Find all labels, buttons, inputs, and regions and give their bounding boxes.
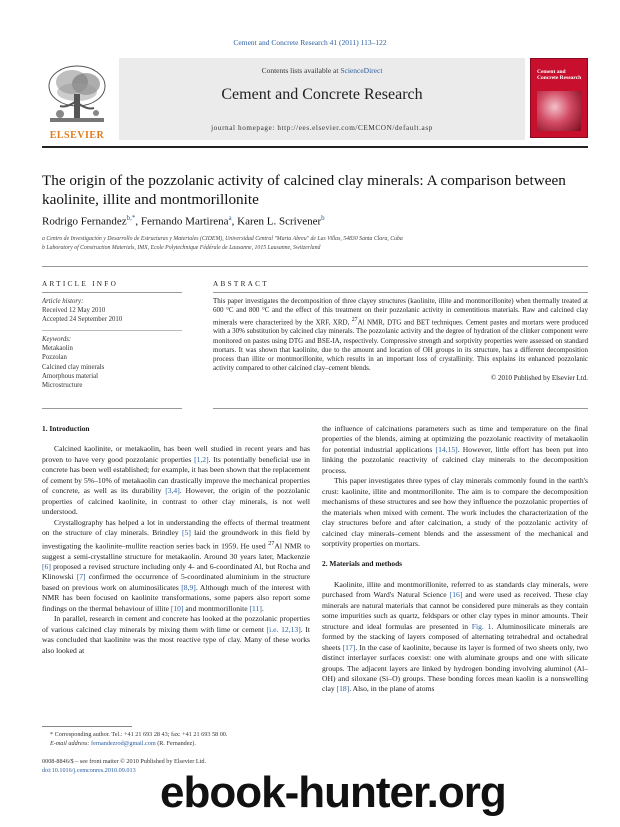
body-left-column (42, 424, 310, 656)
email-label: E-mail address: (50, 739, 90, 747)
text-run: Al NMR to suggest a semi-crystalline structure for metakaolin. Around 30 years later, Mackenzie (42, 541, 310, 561)
author-list (42, 214, 325, 228)
header-rule (42, 146, 588, 148)
author-separator: , (135, 215, 141, 228)
abstract-bottom-rule (213, 408, 588, 409)
contents-prefix: Contents lists available at (261, 66, 341, 75)
citation-link[interactable]: [5] (182, 528, 191, 538)
keywords-rule (42, 330, 182, 331)
author-name: Fernando Martirena (140, 215, 229, 228)
email-link[interactable]: fernandezrod@gmail.com (91, 739, 156, 747)
text-run: Kaolinite, illite and montmorillonite, referred to as standards clay minerals, were purchased from Ward's Natural Science (322, 579, 588, 600)
affiliation-b: b Laboratory of Construction Materials, IMX, Ecole Polytechnique Fédérale de Lausanne, 1015 Lausanne, Switzerland (42, 245, 321, 251)
cover-title: Cement and Concrete Research (537, 69, 582, 81)
text-run: . However, little effort has been put into linking the pozzolanic reactivity of calcined clay minerals to the decomposition process. (322, 444, 588, 475)
citation-link[interactable]: [1,2] (194, 454, 209, 464)
doi-text[interactable]: doi:10.1016/j.cemconres.2010.09.013 (42, 767, 136, 774)
citation-link[interactable]: [6] (42, 561, 51, 571)
abstract-text: This paper investigates the decomposition of three clayey structures (kaolinite, illite and montmorillonite) when thermally treated at 600 °C and 800 °C and the effect of this treatment on their pozzolanic activity in cementitious materials. Raw and calcined clay minerals were characterized by the XRF, XRD, (213, 297, 588, 326)
citation-link[interactable]: [8,9] (181, 582, 196, 592)
issn-line: 0008-8846/$ – see front matter © 2010 Published by Elsevier Ltd. (42, 758, 207, 765)
text-run: Calcined kaolinite, or metakaolin, has been well studied in recent years and has proven to have very good pozzolanic properties (42, 444, 310, 464)
article-title: The origin of the pozzolanic activity of calcined clay minerals: A comparison between kaolinite, illite and montmorillonite (42, 172, 566, 208)
text-run: In parallel, research in cement and concrete has looked at the pozzolanic properties of various calcined clay minerals by mixing them with lime or cement (42, 614, 310, 634)
abstract-rule (213, 292, 588, 293)
text-run: . Aluminosilicate minerals are formed by the stacking of layers composed of alternating tetrahedral and octahedral sheets (322, 621, 588, 652)
journal-reference[interactable]: Cement and Concrete Research 41 (2011) 113–122 (233, 38, 387, 47)
history-label: Article history: (42, 298, 84, 305)
text-run: proposed a revised structure including only 4- and 6-coordinated Al, but Rocha and Klinowski (42, 561, 310, 582)
isotope-superscript: 27 (351, 316, 358, 323)
paragraph (42, 614, 310, 656)
author-affiliation-marker[interactable]: a (228, 214, 232, 222)
keyword: Amorphous material (42, 372, 99, 380)
citation-link[interactable]: [17] (342, 642, 356, 652)
author-name: Rodrigo Fernandez (42, 215, 127, 228)
received-date: Received 12 May 2010 (42, 307, 106, 315)
paragraph (322, 580, 588, 695)
elsevier-tree-logo (42, 62, 112, 132)
section-heading-introduction: 1. Introduction (42, 424, 90, 433)
citation-link[interactable]: [10] (170, 603, 184, 613)
accepted-date: Accepted 24 September 2010 (42, 316, 123, 324)
citation-link[interactable]: [18] (336, 684, 350, 694)
author-affiliation-marker[interactable]: b,* (126, 214, 136, 222)
info-bottom-rule (42, 408, 182, 409)
text-run: . In the case of kaolinite, because its layer is formed of two sheets only, two distinct interlayer surfaces coexist: one with aluminate groups and one with silicate groups. The adjacent layers are linked by hydrogen bonding involving aluminol (Al–OH) and siloxane (Si–O) groups. These bonding forces mean kaolin is a nonswelling clay (322, 642, 588, 694)
abstract-heading: ABSTRACT (213, 280, 269, 288)
citation-link[interactable]: [i.e. 12,13] (266, 624, 301, 634)
citation-link[interactable]: [16] (449, 590, 463, 600)
text-run: Crystallography has helped a lot in understanding the effects of thermal treatment on the structure of clay minerals. Brindley (42, 517, 310, 538)
contents-line (119, 66, 525, 75)
text-run: . However, the origin of the pozzolanic properties of calcined kaolinite, in contrast to other clay minerals, is not well understood. (42, 486, 310, 517)
paragraph: This paper investigates three types of clay minerals commonly found in the earth's crust: kaolinite, illite and montmorillonite. The aim is to compare the decomposition mechanisms of these structures and see how they influence the pozzolanic properties of the materials when mixed with cement. The work includes the characterization of the clay structures before and after calcination, a study of the pozzolanic activity of calcined clay minerals–cement blends and the assessment of the mechanical and sorptivity properties on mortars. (322, 476, 588, 548)
text-run: . Its potentially beneficial use in concrete has been well established; for example, it has been shown that the replacement of cement by 5%–10% of metakaolin can drastically improve the mechanical properties of concrete, as well as its durability (42, 454, 310, 496)
abstract-body (213, 297, 588, 383)
journal-cover-thumbnail[interactable] (530, 58, 588, 138)
corresponding-author-note (50, 731, 310, 748)
text-run: and were used as received. These clay minerals are natural materials that cannot be considered pure minerals as they contain some impurities such as quartz, feldspars or other clay types in minor amounts. Their structure and ideal formulas are presented in (322, 590, 588, 631)
keyword: Calcined clay minerals (42, 363, 105, 371)
keyword: Metakaolin (42, 345, 73, 353)
section-heading-materials: 2. Materials and methods (322, 559, 403, 569)
journal-homepage[interactable]: journal homepage: http://ees.elsevier.com/CEMCON/default.asp (211, 124, 433, 132)
citation-link[interactable]: [11] (249, 603, 262, 613)
isotope-superscript: 27 (268, 539, 275, 547)
journal-title: Cement and Concrete Research (221, 86, 423, 103)
text-run: and montmorillonite (183, 603, 250, 613)
text-run: confirmed the occurrence of 5-coordinated aluminium in the structure based on previous work on aluminosilicates (42, 572, 310, 592)
paragraph (42, 444, 310, 517)
affiliation-rule (42, 266, 588, 267)
article-info-heading: ARTICLE INFO (42, 280, 119, 288)
paragraph (322, 424, 588, 476)
paragraph (42, 518, 310, 615)
abstract-copyright: © 2010 Published by Elsevier Ltd. (490, 373, 588, 382)
text-run: . Also, in the plane of atoms (349, 684, 435, 694)
article-info-rule (42, 292, 182, 293)
author-separator: , (231, 215, 238, 228)
contact-text: Corresponding author. Tel.: +41 21 693 28 43; fax: +41 21 693 58 00. (54, 731, 228, 738)
text-run: . It was concluded that kaolinite was the most reactive type of clay. Many of these works also looked at (42, 624, 310, 655)
abstract-text: Al NMR, DTG and BET techniques. Cement pastes and mortars were produced with a 30% substitution by calcined clay minerals. The pozzolanic activity and the degree of hydration of the clinker component were monitored on pastes using DTG and BSE-IA, respectively. Compressive strength and sorptivity properties were assessed on standard mortars. It was shown that kaolinite, due to the amount and location of OH groups in its structure, has a different decomposition process than illite or montmorillonite, which results in an important loss of crystallinity. This explains its enhanced pozzolanic activity compared to other calcined clay–cement blends. (213, 317, 588, 373)
author-affiliation-marker[interactable]: b (321, 214, 325, 222)
footnote-rule (42, 726, 132, 727)
cover-image (537, 91, 581, 131)
text-run: laid the groundwork in this field by investigating the kaolinite–mullite reaction series back in 1959. He used (42, 528, 310, 551)
keywords-label: Keywords: (42, 336, 72, 343)
watermark-text: ebook-hunter.org (160, 768, 506, 817)
author-name: Karen L. Scrivener (237, 215, 322, 228)
citation-link[interactable]: [7] (76, 572, 86, 582)
keywords-block (42, 335, 190, 390)
sciencedirect-link[interactable]: ScienceDirect (340, 66, 383, 75)
footnote-marker: * (50, 731, 54, 738)
text-run: . (261, 603, 264, 613)
keyword: Pozzolan (42, 354, 67, 362)
elsevier-wordmark: ELSEVIER (49, 130, 105, 141)
body-right-column (322, 424, 588, 695)
email-owner: (R. Fernandez). (157, 739, 196, 747)
affiliation-a: a Centro de Investigación y Desarrollo de Estructuras y Materiales (CIDEM), Universidad Central "Marta Abreu" de Las Villas, 54830 Santa Clara, Cuba (42, 236, 403, 242)
figure-link[interactable]: Fig. 1 (471, 621, 492, 631)
citation-link[interactable]: [3,4] (165, 486, 180, 496)
keyword: Microstructure (42, 382, 83, 390)
citation-link[interactable]: [14,15] (435, 444, 458, 454)
article-history (42, 297, 190, 325)
text-run: the influence of calcinations parameters such as time and temperature on the final properties of the blends, aiming at optimizing the pozzolanic reactivity of metakaolin for potential industrial applications (322, 424, 588, 454)
text-run: . Although much of the interest with NMR has been focused on kaolinite transformations, some papers also report some findings on the thermal behaviour of illite (42, 582, 310, 613)
